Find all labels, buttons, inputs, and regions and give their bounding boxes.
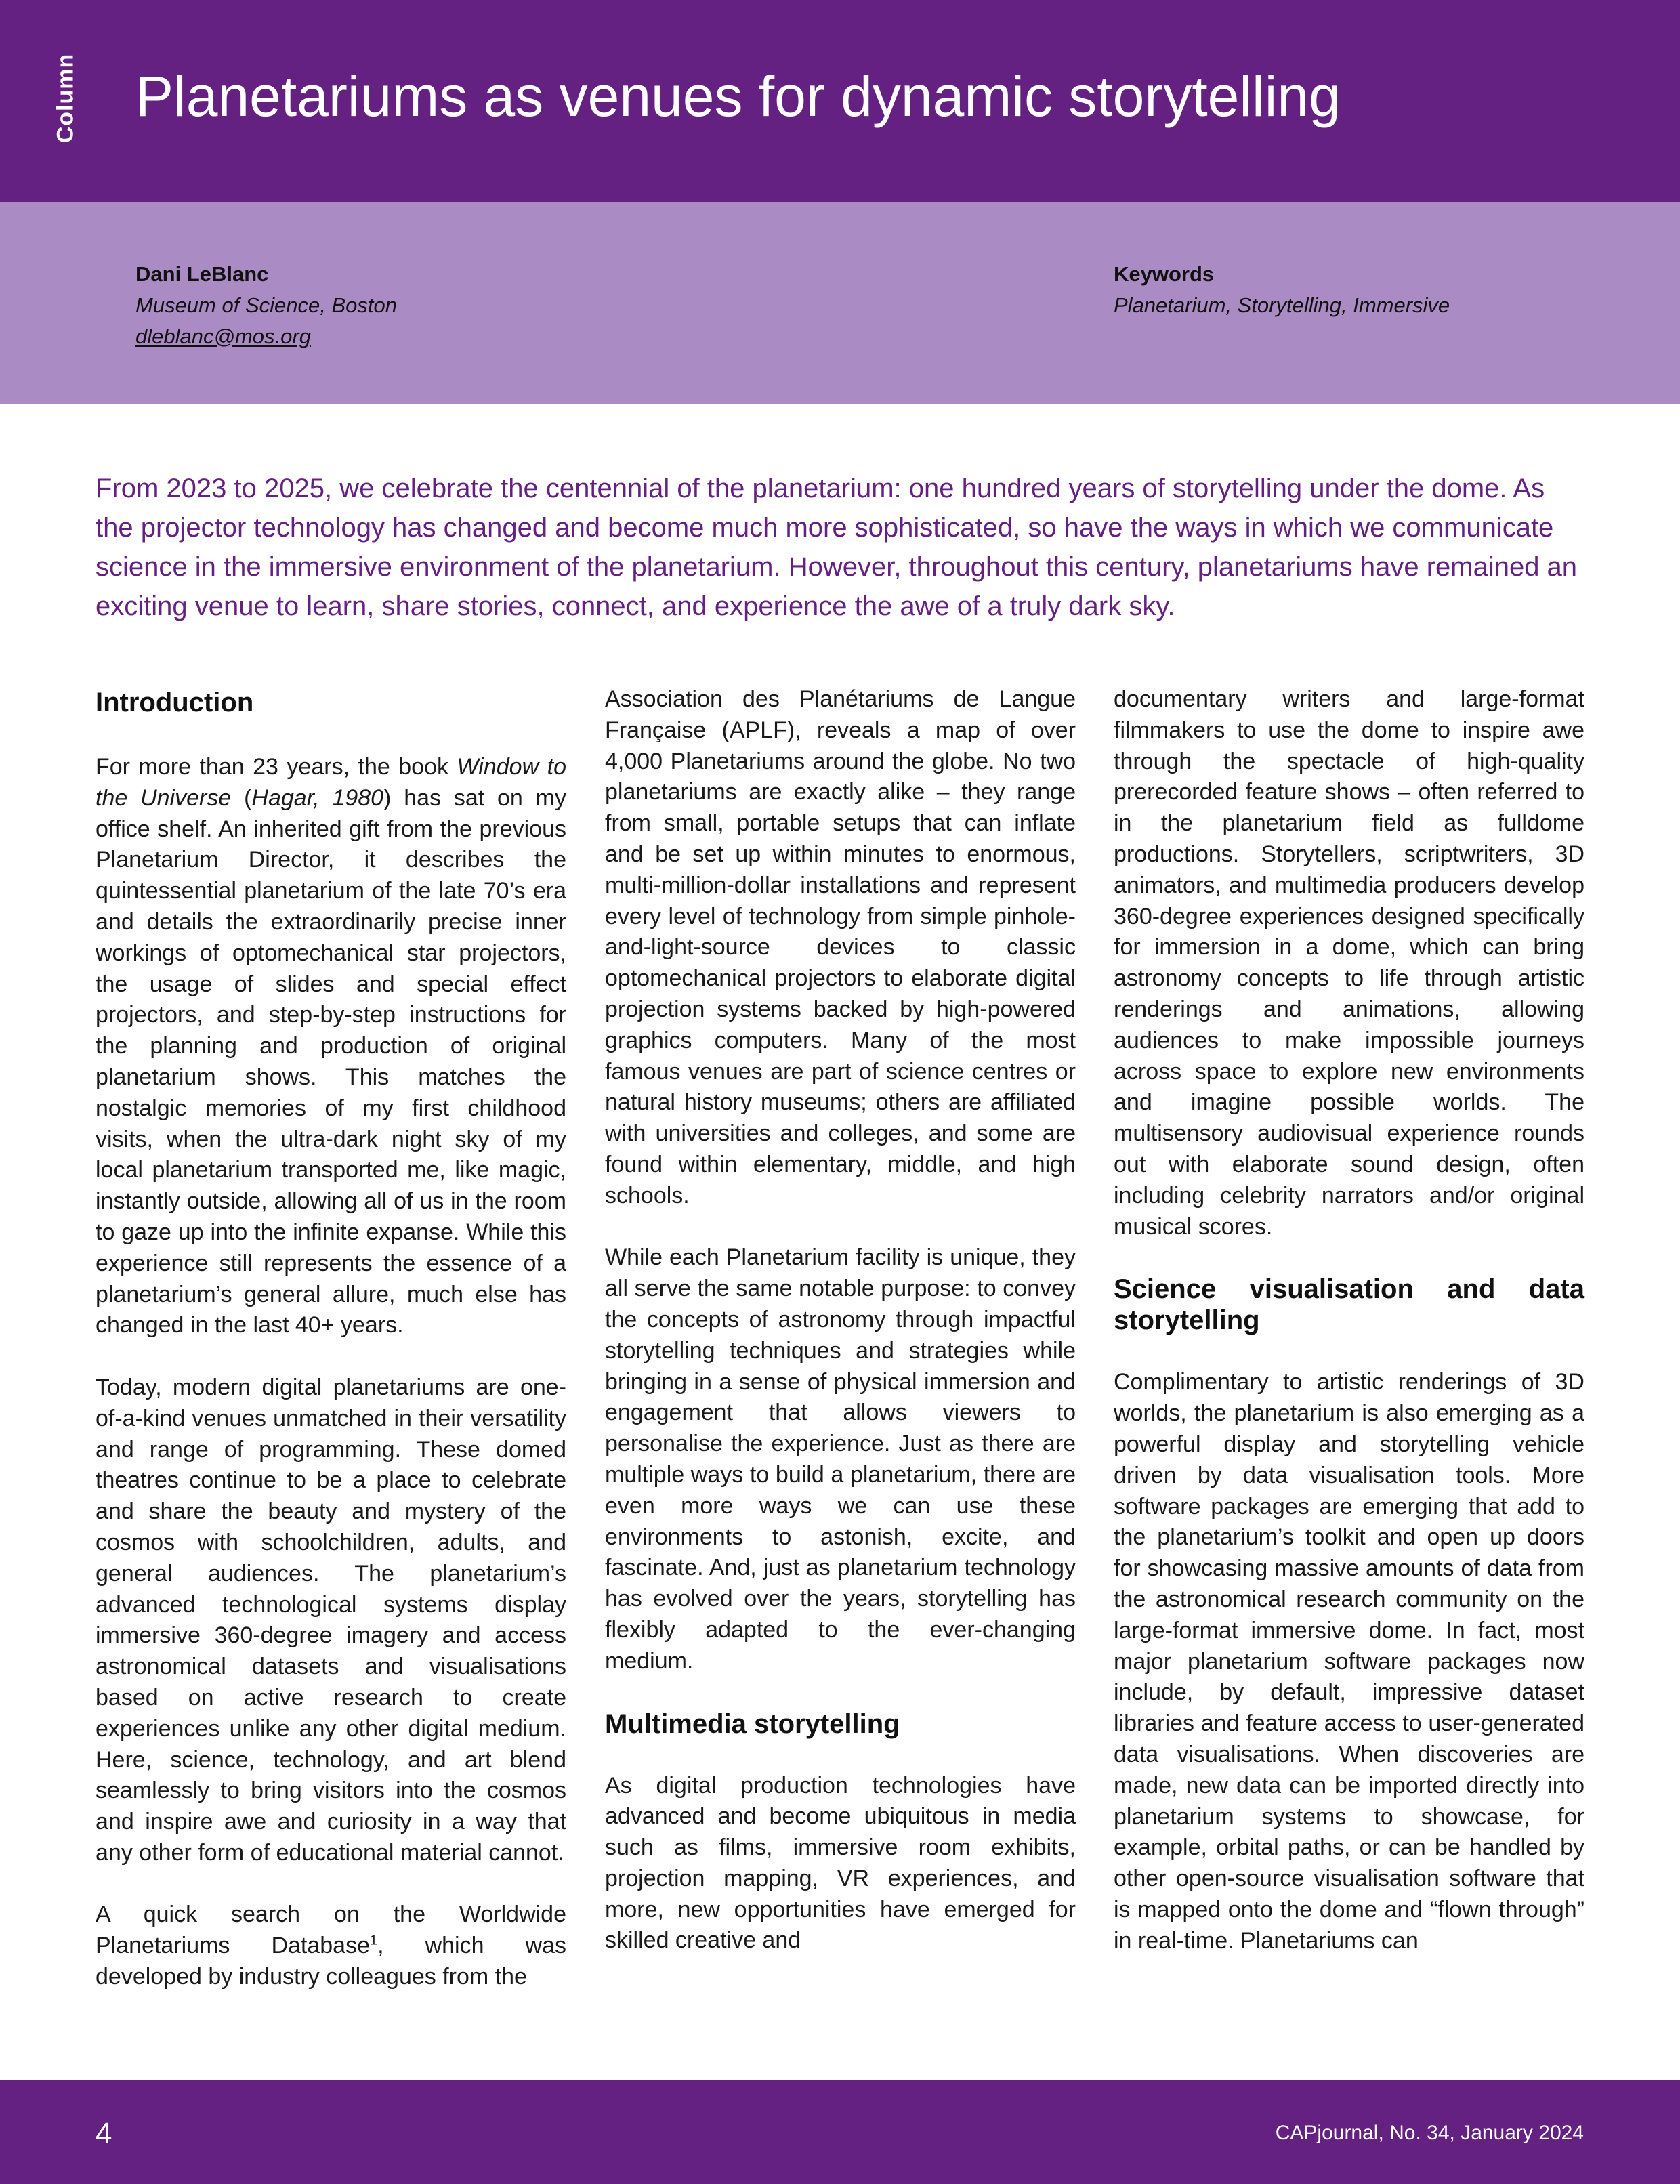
footnote-marker: 1 <box>370 1933 378 1948</box>
author-email-link[interactable]: dleblanc@mos.org <box>135 324 311 348</box>
paragraph: As digital production technologies have advanced and become ubiquitous in media such as films, immersive room exhibits, projection mapping, VR experiences, and more, new opportunities have emerged for skilled creative and <box>605 1772 1076 1954</box>
keywords-info <box>1114 259 1450 321</box>
keywords-label: Keywords <box>1114 262 1215 286</box>
section-heading-science-visualisation: Science visualisation and data storytelling <box>1114 1274 1584 1336</box>
section-label: Column <box>52 53 79 144</box>
article-title: Planetariums as venues for dynamic storytelling <box>135 64 1341 128</box>
page-number: 4 <box>96 2117 112 2150</box>
paragraph: documentary writers and large-format filmmakers to use the dome to inspire awe through the spectacle of high-quality prerecorded feature shows – often referred to in the planetarium field as fulldome productions. Storytellers, scriptwriters, 3D animators, and multimedia producers develop 360-degree experiences designed specifically for immersion in a dome, which can bring astronomy concepts to life through artistic renderings and animations, allowing audiences to make impossible journeys across space to explore new environments and imagine possible worlds. The multisensory audiovisual experience rounds out with elaborate sound design, often including celebrity narrators and/or original musical scores. <box>1114 686 1584 1240</box>
paragraph: Today, modern digital planetariums are one-of-a-kind venues unmatched in their versatility and range of programming. These domed theatres continue to be a place to celebrate and share the beauty and mystery of the cosmos with schoolchildren, adults, and general audiences. The planetarium’s advanced technological systems display immersive 360-degree imagery and access astronomical datasets and visualisations based on active research to create experiences unlike any other digital medium. Here, science, technology, and art blend seamlessly to bring visitors into the cosmos and inspire awe and curiosity in a way that any other form of educational material cannot. <box>96 1374 566 1866</box>
text-run: ( <box>231 784 252 811</box>
author-name: Dani LeBlanc <box>135 262 269 286</box>
text-column-3 <box>1114 684 1584 1956</box>
keywords-list: Planetarium, Storytelling, Immersive <box>1114 293 1450 317</box>
abstract: From 2023 to 2025, we celebrate the centennial of the planetarium: one hundred years of storytelling under the dome. As the projector technology has changed and become much more sophisticated, so have the ways in which we communicate science in the immersive environment of the planetarium. However, throughout this century, planetariums have remained an exciting venue to learn, share stories, connect, and experience the awe of a truly dark sky. <box>96 474 1578 621</box>
citation: Hagar, 1980 <box>251 784 384 811</box>
paragraph: While each Planetarium facility is unique, they all serve the same notable purpose: to convey the concepts of astronomy through impactful storytelling techniques and strategies while bringing in a sense of physical immersion and engagement that allows viewers to personalise the experience. Just as there are multiple ways to build a planetarium, there are even more ways we can use these environments to astonish, excite, and fascinate. And, just as planetarium technology has evolved over the years, storytelling has flexibly adapted to the ever-changing medium. <box>605 1244 1076 1674</box>
text-run: For more than 23 years, the book <box>96 754 457 780</box>
text-column-2 <box>605 684 1076 1956</box>
author-info <box>135 259 397 352</box>
paragraph <box>96 752 566 1341</box>
paragraph: Association des Planétariums de Langue Française (APLF), reveals a map of over 4,000 Planetariums around the globe. No two planetariums are exactly alike – they range from small, portable setups that can inflate and be set up within minutes to enormous, multi-million-dollar installations and represent every level of technology from simple pinhole-and-light-source devices to classic optomechanical projectors to elaborate digital projection systems backed by high-powered graphics computers. Many of the most famous venues are part of science centres or natural history museums; others are affiliated with universities and colleges, and some are found within elementary, middle, and high schools. <box>605 686 1076 1209</box>
section-heading-multimedia: Multimedia storytelling <box>605 1708 900 1739</box>
author-affiliation: Museum of Science, Boston <box>135 293 397 317</box>
text-run: ) has sat on my office shelf. An inherited gift from the previous Planetarium Director, it describes the quintessential planetarium of the late 70’s era and details the extraordinarily precise inner workings of optomechanical star projectors, the usage of slides and special effect projectors, and step-by-step instructions for the planning and production of original planetarium shows. This matches the nostalgic memories of my first childhood visits, when the ultra-dark night sky of my local planetarium transported me, like magic, instantly outside, allowing all of us in the room to gaze up into the infinite expanse. While this experience still represents the essence of a planetarium’s general allure, much else has changed in the last 40+ years. <box>96 784 566 1339</box>
text-run: , which was developed by industry colleagues from the <box>96 1933 566 1990</box>
paragraph: Complimentary to artistic renderings of 3D worlds, the planetarium is also emerging as a powerful display and storytelling vehicle driven by data visualisation tools. More software packages are emerging that add to the planetarium’s toolkit and open up doors for showcasing massive amounts of data from the astronomical research community on the large-format immersive dome. In fact, most major planetarium software packages now include, by default, impressive dataset libraries and feature access to user-generated data visualisations. When discoveries are made, new data can be imported directly into planetarium systems to showcase, for example, orbital paths, or can be handled by other open-source visualisation software that is mapped onto the dome and “flown through” in real-time. Planetariums can <box>1114 1369 1584 1954</box>
paragraph <box>96 1899 566 1992</box>
text-run: A quick search on the Worldwide Planetariums Database <box>96 1902 566 1959</box>
section-heading-introduction: Introduction <box>96 688 254 717</box>
text-column-1 <box>96 684 566 1993</box>
book-title: Window to the Universe <box>96 754 566 811</box>
journal-citation: CAPjournal, No. 34, January 2024 <box>1275 2122 1584 2144</box>
